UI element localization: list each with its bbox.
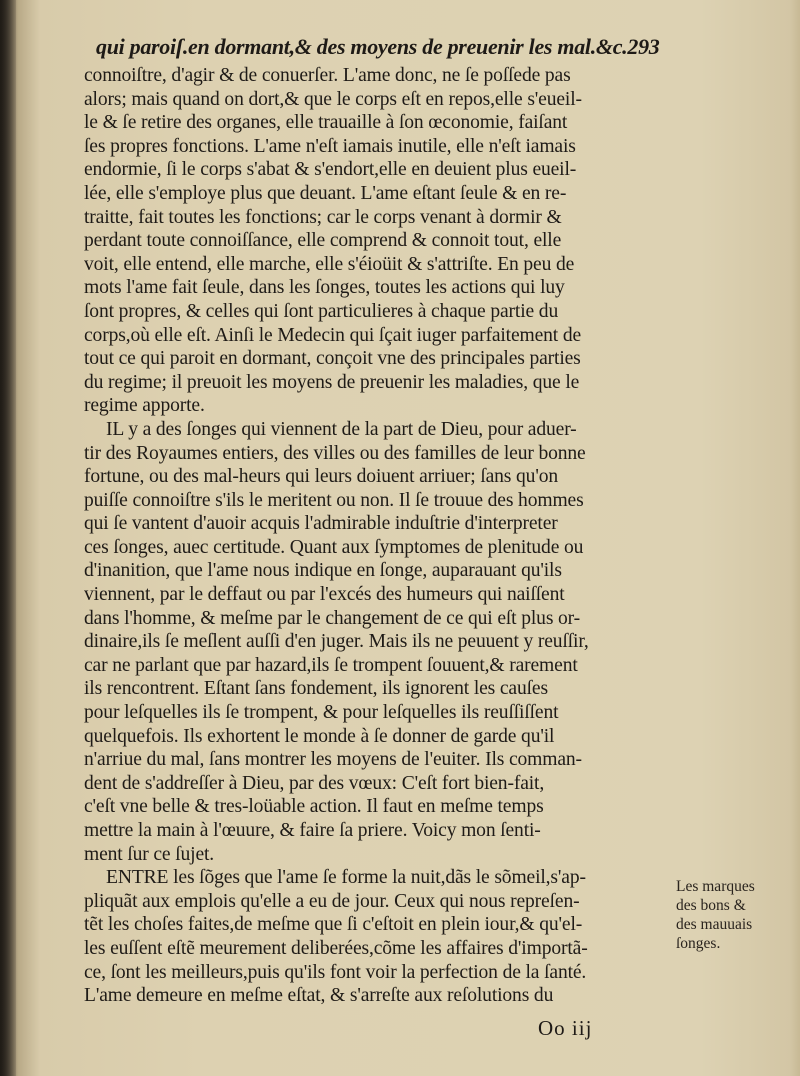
- text-line: traitte, fait toutes les fonctions; car le corps venant à dormir &: [84, 206, 562, 228]
- text-line: puiſſe connoiſtre s'ils le meritent ou non. Il ſe trouue des hommes: [84, 489, 584, 511]
- text-line: ces ſonges, auec certitude. Quant aux ſymptomes de plenitude ou: [84, 536, 584, 558]
- text-line: c'eſt vne belle & tres-loüable action. Il faut en meſme temps: [84, 796, 544, 818]
- text-line: lée, elle s'employe plus que deuant. L'ame eſtant ſeule & en re-: [84, 182, 567, 204]
- text-line: ſont propres, & celles qui ſont particulieres à chaque partie du: [84, 300, 559, 322]
- book-gutter: [0, 0, 16, 1076]
- text-line: pliquãt aux emplois qu'elle a eu de jour. Ceux qui nous repreſen-: [84, 890, 580, 912]
- text-line: n'arriue du mal, ſans montrer les moyens de l'euiter. Ils comman-: [84, 749, 582, 771]
- text-line: qui ſe vantent d'auoir acquis l'admirable induſtrie d'interpreter: [84, 513, 558, 535]
- text-line: L'ame demeure en meſme eſtat, & s'arreſte aux reſolutions du: [84, 985, 554, 1007]
- margin-note-line: Les marques: [676, 878, 755, 895]
- margin-note-line: des mauuais: [676, 916, 753, 933]
- text-line: tẽt les choſes faites,de meſme que ſi c'eſtoit en plein iour,& qu'el-: [84, 914, 583, 936]
- text-line: dinaire,ils ſe meſlent auſſi d'en juger. Mais ils ne peuuent y reuſſir,: [84, 631, 589, 653]
- body-text: [84, 64, 679, 1008]
- text-line: tout ce qui paroit en dormant, conçoit vne des principales parties: [84, 348, 581, 370]
- margin-note-line: ſonges.: [676, 935, 721, 952]
- text-line: tir des Royaumes entiers, des villes ou des familles de leur bonne: [84, 442, 586, 464]
- text-line: ment ſur ce ſujet.: [84, 843, 215, 865]
- text-line: alors; mais quand on dort,& que le corps eſt en repos,elle s'eueil-: [84, 88, 582, 110]
- text-line: perdant toute connoiſſance, elle comprend & connoit tout, elle: [84, 230, 562, 252]
- text-line: corps,où elle eſt. Ainſi le Medecin qui ſçait iuger parfaitement de: [84, 324, 582, 346]
- text-line: ſes propres fonctions. L'ame n'eſt iamais inutile, elle n'eſt iamais: [84, 135, 576, 157]
- text-line: mots l'ame fait ſeule, dans les ſonges, toutes les actions qui luy: [84, 277, 565, 299]
- paragraph-start-line: IL y a des ſonges qui viennent de la part de Dieu, pour aduer-: [106, 418, 577, 440]
- margin-note-line: des bons &: [676, 897, 746, 914]
- text-line: les euſſent eſtẽ meurement deliberées,cõme les affaires d'importã-: [84, 937, 588, 959]
- text-line: d'inanition, que l'ame nous indique en ſonge, auparauant qu'ils: [84, 560, 562, 582]
- margin-note: [676, 877, 794, 953]
- text-line: mettre la main à l'œuure, & faire ſa priere. Voicy mon ſenti-: [84, 820, 541, 841]
- text-line: ce, ſont les meilleurs,puis qu'ils font voir la perfection de la ſanté.: [84, 961, 587, 983]
- signature-mark: Oo iij: [538, 1016, 593, 1040]
- running-header: qui paroiſ.en dormant,& des moyens de preuenir les mal.&c.293: [96, 34, 660, 59]
- text-line: voit, elle entend, elle marche, elle s'éioüit & s'attriſte. En peu de: [84, 253, 575, 275]
- text-line: quelquefois. Ils exhortent le monde à ſe donner de garde qu'il: [84, 725, 555, 747]
- text-line: viennent, par le deffaut ou par l'excés des humeurs qui naiſſent: [84, 584, 565, 606]
- text-line: le & ſe retire des organes, elle trauaille à ſon œconomie, faiſant: [84, 112, 568, 134]
- text-line: dent de s'addreſſer à Dieu, par des vœux: C'eſt fort bien-fait,: [84, 772, 545, 794]
- text-line: pour leſquelles ils ſe trompent, & pour leſquelles ils reuſſiſſent: [84, 702, 559, 724]
- text-line: regime apporte.: [84, 395, 205, 417]
- text-line: ils rencontrent. Eſtant ſans fondement, ils ignorent les cauſes: [84, 678, 548, 700]
- text-line: dans l'homme, & meſme par le changement de ce qui eſt plus or-: [84, 607, 581, 629]
- text-line: car ne parlant que par hazard,ils ſe trompent ſouuent,& rarement: [84, 654, 578, 676]
- text-line: endormie, ſi le corps s'abat & s'endort,elle en deuient plus eueil-: [84, 159, 577, 181]
- paragraph-start-line: ENTRE les ſõges que l'ame ſe forme la nuit,dãs le sõmeil,s'ap-: [106, 867, 586, 889]
- text-line: du regime; il preuoit les moyens de preuenir les maladies, que le: [84, 371, 580, 393]
- text-line: fortune, ou des mal-heurs qui leurs doiuent arriuer; ſans qu'on: [84, 466, 559, 488]
- text-line: connoiſtre, d'agir & de conuerſer. L'ame donc, ne ſe poſſede pas: [84, 65, 571, 86]
